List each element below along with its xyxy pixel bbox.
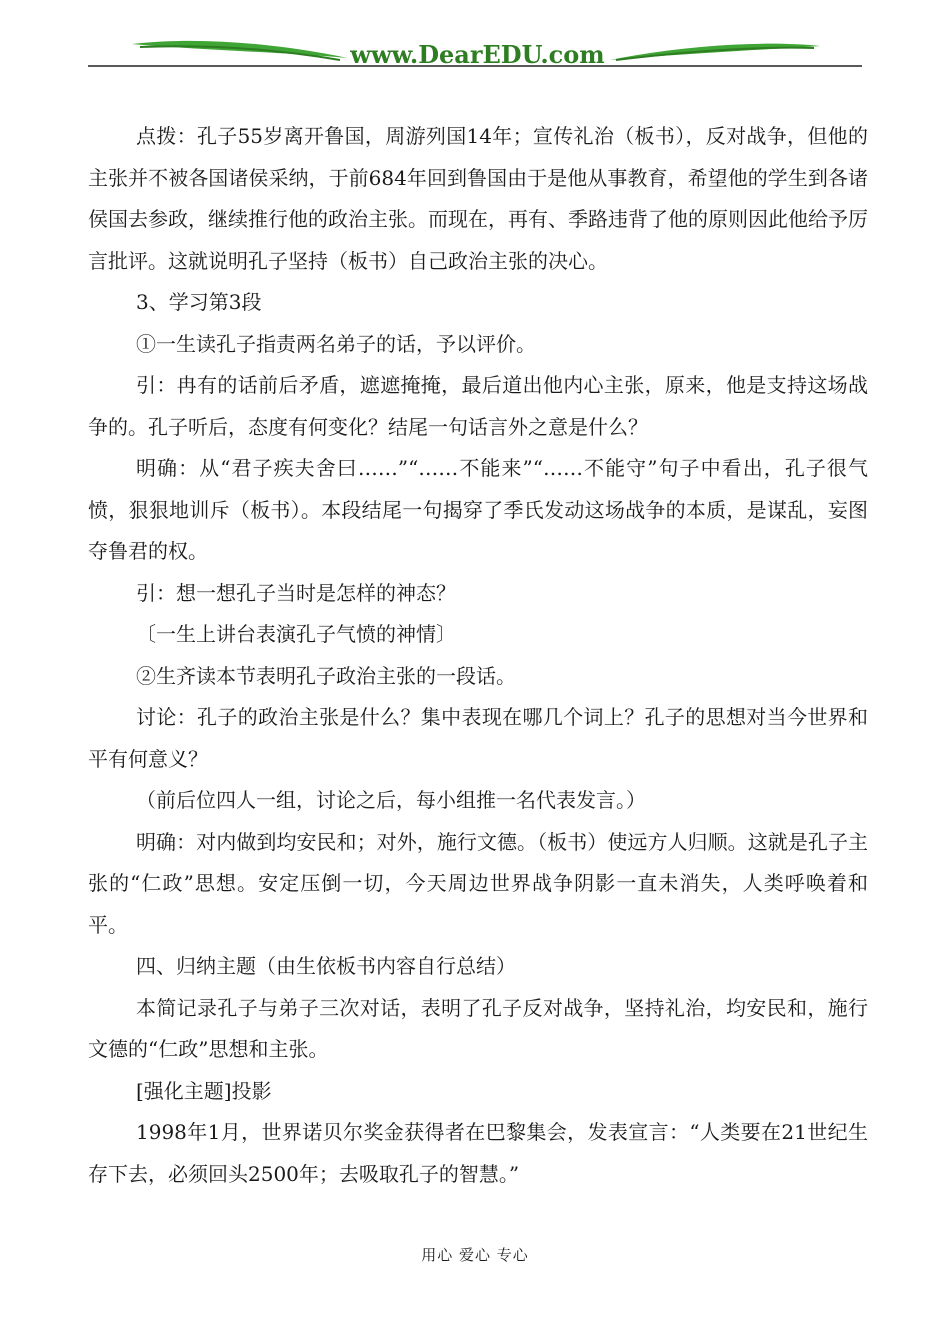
paragraph: 讨论：孔子的政治主张是什么？集中表现在哪几个词上？孔子的思想对当今世界和平有何意义？: [88, 705, 868, 771]
paragraph: [强化主题]投影: [136, 1078, 272, 1103]
paragraph: 引：想一想孔子当时是怎样的神态？: [136, 580, 456, 605]
paragraph: ①一生读孔子指责两名弟子的话，予以评价。: [136, 331, 536, 356]
paragraph: 引：冉有的话前后矛盾，遮遮掩掩，最后道出他内心主张，原来，他是支持这场战争的。孔子听后，态度有何变化？结尾一句话言外之意是什么？: [88, 373, 868, 439]
paragraph: 1998年1月，世界诺贝尔奖金获得者在巴黎集会，发表宣言：“人类要在21世纪生存下去，必须回头2500年；去吸取孔子的智慧。”: [88, 1120, 868, 1186]
document-body: [88, 116, 868, 1195]
paragraph: 明确：从“君子疾夫舍曰……”“……不能来”“……不能守”句子中看出，孔子很气愤，狠狠地训斥（板书）。本段结尾一句揭穿了季氏发动这场战争的本质，是谋乱，妄图夺鲁君的权。: [88, 456, 868, 563]
page-header: [0, 0, 950, 80]
paragraph: 四、归纳主题（由生依板书内容自行总结）: [136, 954, 516, 978]
paragraph: （前后位四人一组，讨论之后，每小组推一名代表发言。）: [136, 788, 646, 812]
paragraph: 本简记录孔子与弟子三次对话，表明了孔子反对战争，坚持礼治，均安民和，施行文德的“仁政”思想和主张。: [88, 995, 868, 1061]
paragraph: 3、学习第3段: [136, 290, 262, 314]
site-title: www.DearEDU.com: [350, 40, 605, 69]
paragraph: ②生齐读本节表明孔子政治主张的一段话。: [136, 663, 516, 688]
paragraph: 〔一生上讲台表演孔子气愤的神情〕: [136, 622, 456, 646]
paragraph: 明确：对内做到均安民和；对外，施行文德。（板书）使远方人归顺。这就是孔子主张的“仁政”思想。安定压倒一切，今天周边世界战争阴影一直未消失，人类呼唤着和平。: [88, 829, 868, 937]
page-footer: 用心 爱心 专心: [421, 1246, 529, 1264]
paragraph: 点拨：孔子55岁离开鲁国，周游列国14年；宣传礼治（板书），反对战争，但他的主张并不被各国诸侯采纳，于前684年回到鲁国由于是他从事教育，希望他的学生到各诸侯国去参政，继续推行他的政治主张。而现在，再有、季路违背了他的原则因此他给予厉言批评。这就说明孔子坚持（板书）自己政治主张的决心。: [88, 124, 868, 273]
